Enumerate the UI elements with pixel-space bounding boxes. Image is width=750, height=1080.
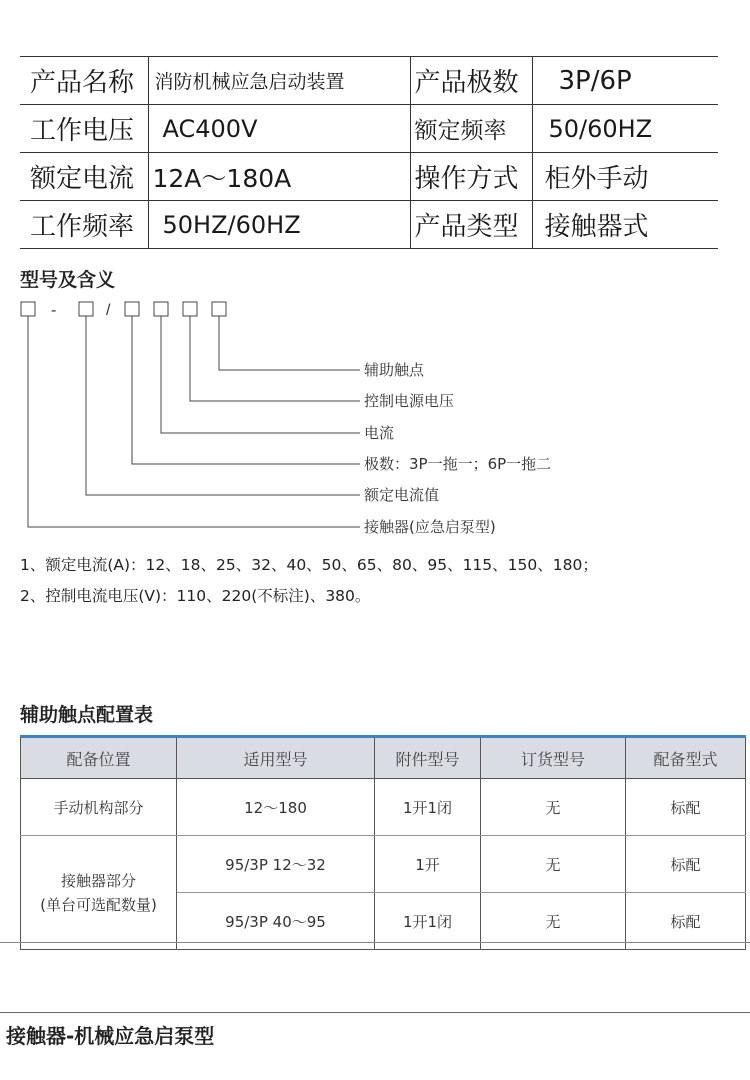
leader-line: [190, 316, 360, 401]
model-meaning-diagram: [0, 290, 750, 540]
spec-row: [20, 105, 718, 153]
code-box: [21, 302, 35, 316]
spec-table: [20, 56, 718, 249]
spec-value: 3P/6P: [532, 57, 718, 105]
spec-value: 12A～180A: [148, 153, 410, 201]
divider: [0, 1012, 750, 1013]
table-header-row: [21, 737, 746, 779]
spec-value: 50/60HZ: [532, 105, 718, 153]
spec-value: 消防机械应急启动装置: [148, 57, 410, 105]
spec-label: 操作方式: [410, 153, 532, 201]
spec-label: 产品类型: [410, 201, 532, 249]
meaning-label: 控制电源电压: [364, 392, 455, 410]
model-section-title: 型号及含义: [20, 269, 116, 291]
aux-contact-table: [20, 735, 746, 950]
cell-accessory: 1开1闭: [375, 779, 481, 836]
cell-order: 无: [481, 893, 626, 950]
product-title: 接触器-机械应急启泵型: [6, 1024, 215, 1048]
column-header: 配备位置: [21, 737, 177, 779]
cell-type: 标配: [626, 836, 746, 893]
code-box: [125, 302, 139, 316]
spec-value: 接触器式: [532, 201, 718, 249]
meaning-label: 辅助触点: [364, 361, 425, 379]
spec-label: 额定电流: [20, 153, 148, 201]
slash-symbol: /: [106, 302, 111, 319]
spec-value: AC400V: [148, 105, 410, 153]
spec-value: 50HZ/60HZ: [148, 201, 410, 249]
spec-row: [20, 57, 718, 105]
code-box: [183, 302, 197, 316]
cell-accessory: 1开1闭: [375, 893, 481, 950]
cell-order: 无: [481, 836, 626, 893]
dash-symbol: -: [51, 302, 57, 319]
cell-model: 95/3P 12～32: [177, 836, 375, 893]
aux-table-title: 辅助触点配置表: [20, 704, 154, 726]
cell-position: [21, 836, 177, 950]
spec-row: [20, 153, 718, 201]
table-row: [21, 836, 746, 893]
code-box: [79, 302, 93, 316]
spec-label: 工作电压: [20, 105, 148, 153]
leader-line: [219, 316, 360, 370]
spec-label: 额定频率: [410, 105, 532, 153]
note-control-voltage: 2、控制电流电压(V)：110、220(不标注)、380。: [20, 587, 371, 605]
cell-position: 手动机构部分: [21, 779, 177, 836]
leader-line: [161, 316, 360, 433]
cell-model: 12～180: [177, 779, 375, 836]
meaning-label: 极数：3P一拖一；6P一拖二: [364, 455, 552, 473]
cell-type: 标配: [626, 779, 746, 836]
leader-line: [86, 316, 360, 495]
column-header: 附件型号: [375, 737, 481, 779]
code-box: [154, 302, 168, 316]
spec-label: 产品极数: [410, 57, 532, 105]
cell-type: 标配: [626, 893, 746, 950]
column-header: 订货型号: [481, 737, 626, 779]
meaning-label: 接触器(应急启泵型): [364, 518, 496, 536]
column-header: 适用型号: [177, 737, 375, 779]
position-line: 接触器部分: [60, 871, 136, 890]
divider: [0, 942, 750, 943]
cell-order: 无: [481, 779, 626, 836]
code-box: [212, 302, 226, 316]
position-line: (单台可选配数量): [40, 895, 157, 914]
meaning-label: 额定电流值: [364, 486, 440, 504]
spec-label: 产品名称: [20, 57, 148, 105]
spec-label: 工作频率: [20, 201, 148, 249]
spec-value: 柜外手动: [532, 153, 718, 201]
spec-row: [20, 201, 718, 249]
column-header: 配备型式: [626, 737, 746, 779]
note-rated-current: 1、额定电流(A)：12、18、25、32、40、50、65、80、95、115、150、180；: [20, 556, 598, 574]
leader-line: [132, 316, 360, 464]
table-row: [21, 779, 746, 836]
cell-model: 95/3P 40～95: [177, 893, 375, 950]
meaning-label: 电流: [364, 424, 395, 442]
cell-accessory: 1开: [375, 836, 481, 893]
